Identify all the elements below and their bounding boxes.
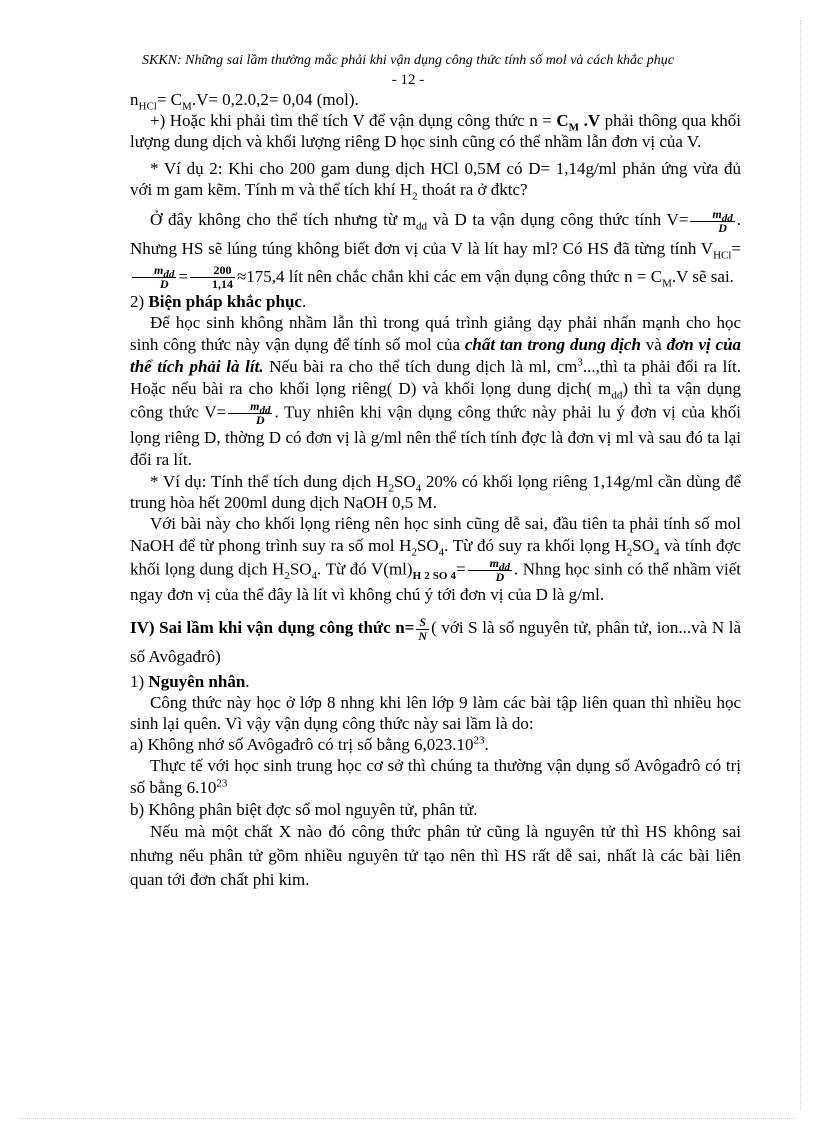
section-4-1-heading: 1) Nguyên nhân. — [130, 671, 250, 691]
item-a: a) Không nhớ số Avôgađrô có trị số bằng 6,023.10$^{23}$. — [130, 734, 489, 754]
fraction-200-over-114: $\frac{200}{1,14}$ — [190, 264, 235, 291]
example-3: * Ví dụ: Tính thể tích dung dịch $H_2SO_4$ 20% có khối lọng riêng 1,14g/ml cần dùng để trung hòa hết 200ml dung dịch NaOH 0,5 M. — [130, 472, 741, 513]
document-body — [130, 89, 741, 892]
example-2: * Ví dụ 2: Khi cho 200 gam dung dịch HCl 0,5M có D= 1,14g/ml phản ứng vừa đủ với m gam kẽm. Tính m và thể tích khí $H_2$ thoát ra ở đktc? — [130, 159, 741, 203]
page-number: - 12 - — [391, 72, 425, 88]
section-4-1-paragraph: Công thức này học ở lớp 8 nhng khi lên lớp 9 làm các bài tập liên quan thì nhiều học sinh lại quên. Vì vậy vận dụng công thức này sai lầm là do: — [130, 692, 741, 733]
item-b: b) Không phân biệt đợc số mol nguyên tử, phân tử. — [130, 799, 478, 819]
section-2-heading: 2) Biện pháp khắc phục. — [130, 292, 307, 312]
fraction-m-over-d-3: $\frac{m_{dd}}{D}$ — [228, 400, 272, 427]
page-right-border — [800, 20, 801, 1110]
paragraph-here: Ở đây không cho thể tích nhưng từ $m_{dd}$ và D ta vận dụng công thức tính V= $\frac{m_{dd}}{D}$ . Nhưng HS sẽ lúng túng không biết đơn vị của V là lít hay ml? Có HS đã từng tính $V_{HCl}=$ $\frac{m_{dd}}{D}$ = $\frac{200}{1,14}$ ≈175,4 lít nên chắc chắn khi các em vận dụng công thức $n = C_M.V$ sẽ sai. — [130, 206, 741, 292]
section-2-paragraph: Để học sinh không nhầm lẫn thì trong quá trình giảng dạy phải nhấn mạnh cho học sinh công thức này vận dụng để tính số mol của chất tan trong dung dịch và đơn vị của thể tích phải là lít. Nếu bài ra cho thể tích dung dịch là ml, $cm^3...,thì$ ta phải đổi ra lít. Hoặc nếu bài ra cho khối lọng riêng( D) và khối lọng dung dịch( $m_{dd}$) thì ta vận dụng công thức V= $\frac{m_{dd}}{D}$ . Tuy nhiên khi vận dụng công thức này phải lu ý đơn vị của khối lọng riêng D, thờng D có đơn vị là g/ml nên thể tích tính đợc là đơn vị ml và sau đó ta lại đổi ra lít. — [130, 313, 742, 470]
running-header: SKKN: Những sai lầm thường mắc phải khi vận dụng công thức tính số mol và cách khắc phục — [142, 53, 674, 68]
item-a-paragraph: Thực tế với học sinh trung học cơ sở thì chúng ta thường vận dụng số Avôgađrô có trị số bằng 6.10$^{23}$ — [130, 755, 741, 797]
example-3-explanation: Với bài này cho khối lọng riêng nên học sinh cũng dễ sai, đầu tiên ta phải tính số mol NaOH để từ phong trình suy ra số mol $H_2SO_4$. Từ đó suy ra khối lọng $H_2SO_4$ và tính đợc khối lọng dung dịch $H_2SO_4$. Từ đó $V(ml)_{H 2 SO 4}=$ $\frac{m_{dd}}{D}$ . Nhng học sinh có thể nhầm viết ngay đơn vị của thể đây là lít vì không chú ý tới đơn vị của D là g/ml. — [130, 514, 741, 605]
page-bottom-border — [20, 1118, 796, 1119]
fraction-s-over-n: $\frac{S}{N}$ — [418, 614, 428, 643]
fraction-m-over-d-2: $\frac{m_{dd}}{D}$ — [132, 264, 176, 291]
paragraph-volume-note: +) Hoặc khi phải tìm thể tích V để vận dụng công thức $n = C_M$ .V phải thông qua khối lượng dung dịch và khối lượng riêng D học sinh cũng có thể nhầm lẫn đơn vị của V. — [130, 111, 741, 151]
fraction-m-over-d: $\frac{m_{dd}}{D}$ — [690, 208, 734, 235]
item-b-paragraph: Nếu mà một chất X nào đó công thức phân tử cũng là nguyên tử thì HS không sai nhưng nếu phân tử gồm nhiều nguyên tử tạo nên thì HS rất dễ sai, nhất là các bài liên quan tới đơn chất phi kim. — [130, 821, 741, 889]
calc-line: $n_{HCl}= C_M.V= 0,2.0,2= 0,04$ (mol). — [130, 90, 359, 113]
section-4-heading: IV) Sai lầm khi vận dụng công thức n= $\frac{S}{N}$ ( với S là số nguyên tử, phân tử, ion...và N là số Avôgađrô) — [130, 614, 741, 666]
fraction-m-over-d-4: $\frac{m_{dd}}{D}$ — [468, 557, 512, 584]
